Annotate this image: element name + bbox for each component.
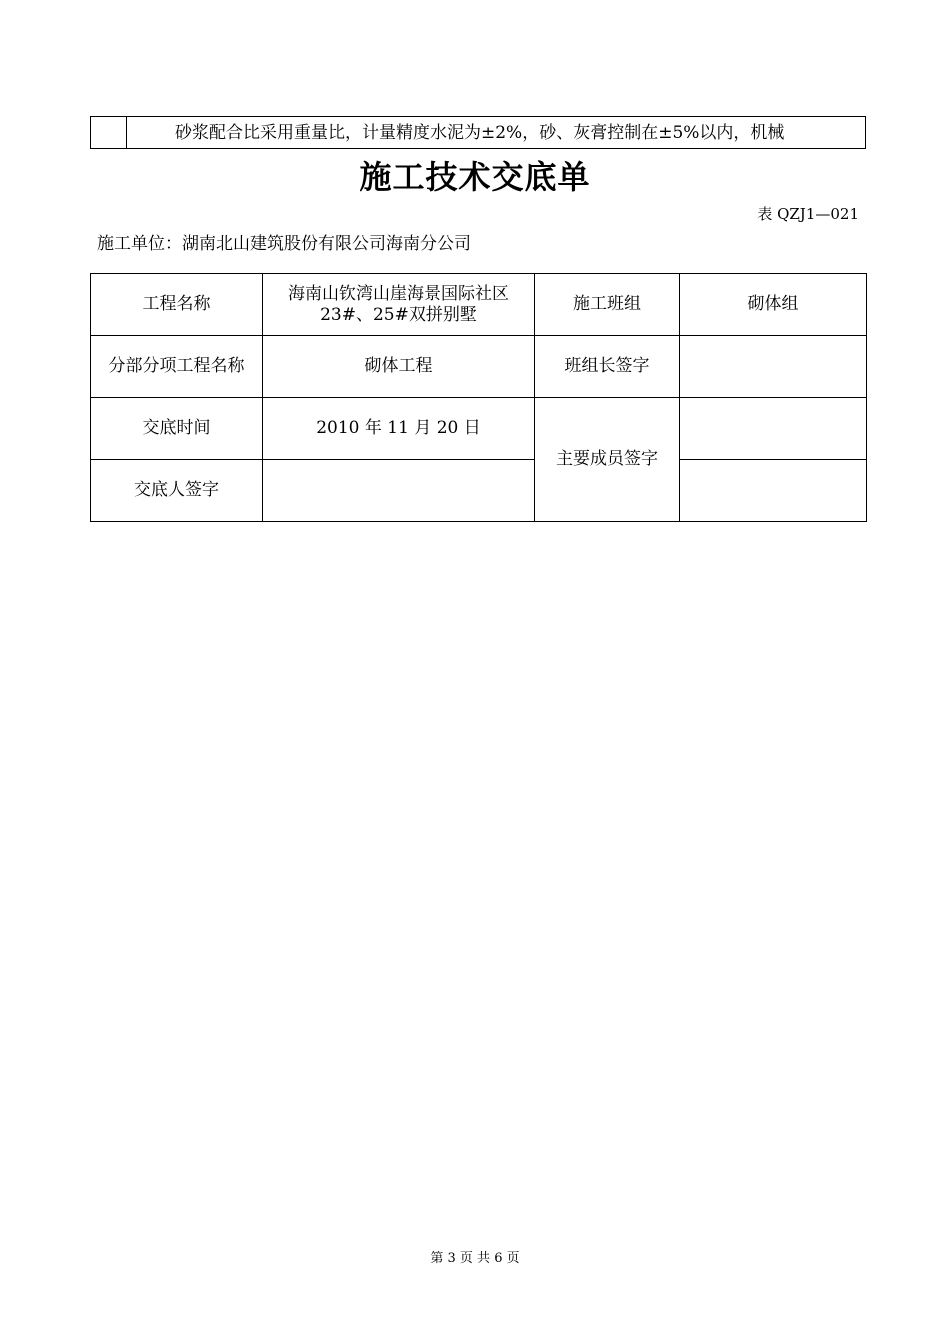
sub-project-value: 砌体工程 bbox=[263, 336, 535, 398]
team-value: 砌体组 bbox=[680, 274, 867, 336]
continuation-text: 砂浆配合比采用重量比，计量精度水泥为±2%，砂、灰膏控制在±5%以内，机械 bbox=[175, 123, 785, 143]
discloser-sign-label: 交底人签字 bbox=[91, 460, 263, 522]
project-name-line1: 海南山钦湾山崖海景国际社区 bbox=[288, 283, 509, 304]
form-code: 表 QZJ1—021 bbox=[757, 205, 859, 223]
table-row bbox=[91, 274, 867, 336]
project-name-value bbox=[263, 274, 535, 336]
member-sign-field-1[interactable] bbox=[680, 398, 867, 460]
table-row bbox=[91, 398, 867, 460]
table-row bbox=[91, 460, 867, 522]
table-row bbox=[91, 336, 867, 398]
member-sign-field-2[interactable] bbox=[680, 460, 867, 522]
time-value: 2010 年 11 月 20 日 bbox=[263, 398, 535, 460]
discloser-sign-field[interactable] bbox=[263, 460, 535, 522]
continuation-index-cell bbox=[91, 117, 127, 148]
page-number: 第 3 页 共 6 页 bbox=[430, 1251, 520, 1266]
project-name-line2: 23#、25#双拼别墅 bbox=[320, 304, 477, 325]
team-label: 施工班组 bbox=[535, 274, 680, 336]
leader-sign-label: 班组长签字 bbox=[535, 336, 680, 398]
project-name-label: 工程名称 bbox=[91, 274, 263, 336]
leader-sign-field[interactable] bbox=[680, 336, 867, 398]
construction-unit: 施工单位：湖南北山建筑股份有限公司海南分公司 bbox=[97, 234, 471, 254]
disclosure-table bbox=[90, 273, 867, 522]
previous-page-continuation-row bbox=[90, 116, 866, 149]
time-label: 交底时间 bbox=[91, 398, 263, 460]
document-title: 施工技术交底单 bbox=[359, 158, 591, 196]
sub-project-label: 分部分项工程名称 bbox=[91, 336, 263, 398]
members-sign-label: 主要成员签字 bbox=[535, 398, 680, 522]
